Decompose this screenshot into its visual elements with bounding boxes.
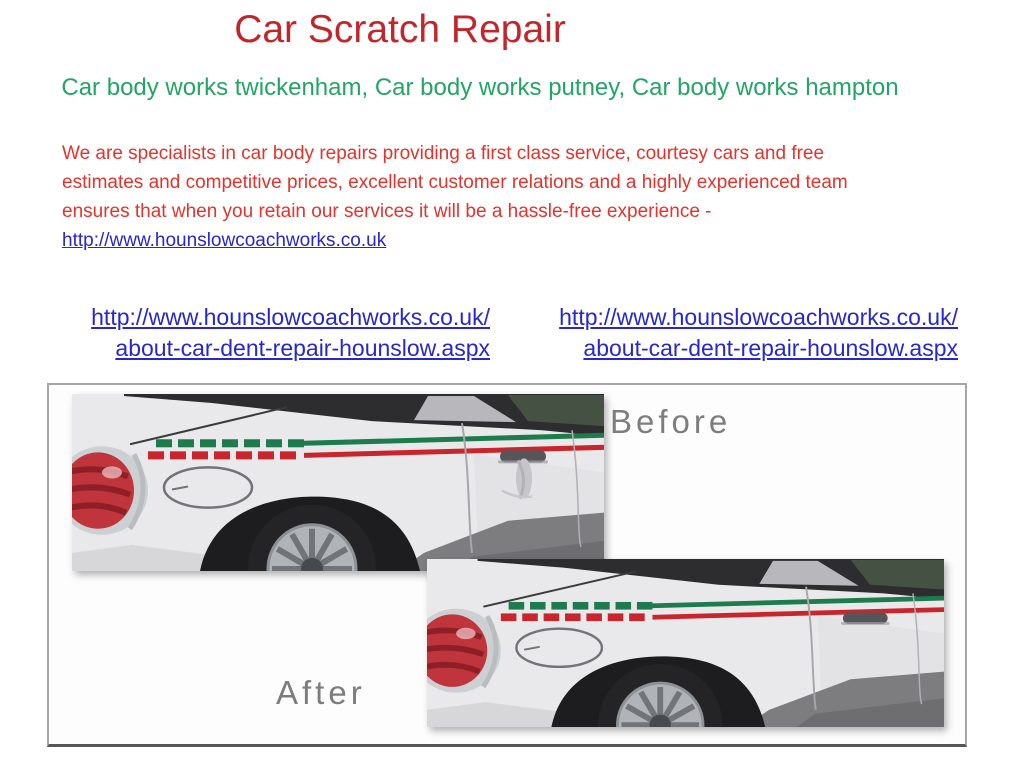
- before-label: Before: [610, 403, 732, 440]
- after-label: After: [276, 674, 366, 711]
- intro-line-1: We are specialists in car body repairs providing a first class service, courtesy cars and free: [62, 143, 825, 164]
- before-photo: [72, 394, 604, 571]
- link-column-right[interactable]: [525, 302, 958, 364]
- after-photo: [427, 559, 944, 727]
- intro-paragraph: [62, 139, 972, 255]
- link-left-line-2: about-car-dent-repair-hounslow.aspx: [115, 335, 490, 361]
- page-title: Car Scratch Repair: [234, 8, 566, 51]
- link-column-left[interactable]: [58, 302, 490, 364]
- car-illustration-after: [427, 559, 944, 727]
- link-right-line-2: about-car-dent-repair-hounslow.aspx: [583, 335, 958, 361]
- intro-line-3: ensures that when you retain our services it will be a hassle-free experience -: [62, 201, 712, 222]
- car-illustration-before: [72, 394, 604, 571]
- intro-line-2: estimates and competitive prices, excellent customer relations and a highly experienced team: [62, 172, 848, 193]
- intro-website-link[interactable]: http://www.hounslowcoachworks.co.uk: [62, 230, 387, 251]
- link-right-line-1: http://www.hounslowcoachworks.co.uk/: [559, 304, 958, 330]
- link-left-line-1: http://www.hounslowcoachworks.co.uk/: [91, 304, 490, 330]
- before-after-panel: [47, 383, 967, 747]
- subtitle-keywords: Car body works twickenham, Car body works putney, Car body works hampton: [61, 74, 899, 101]
